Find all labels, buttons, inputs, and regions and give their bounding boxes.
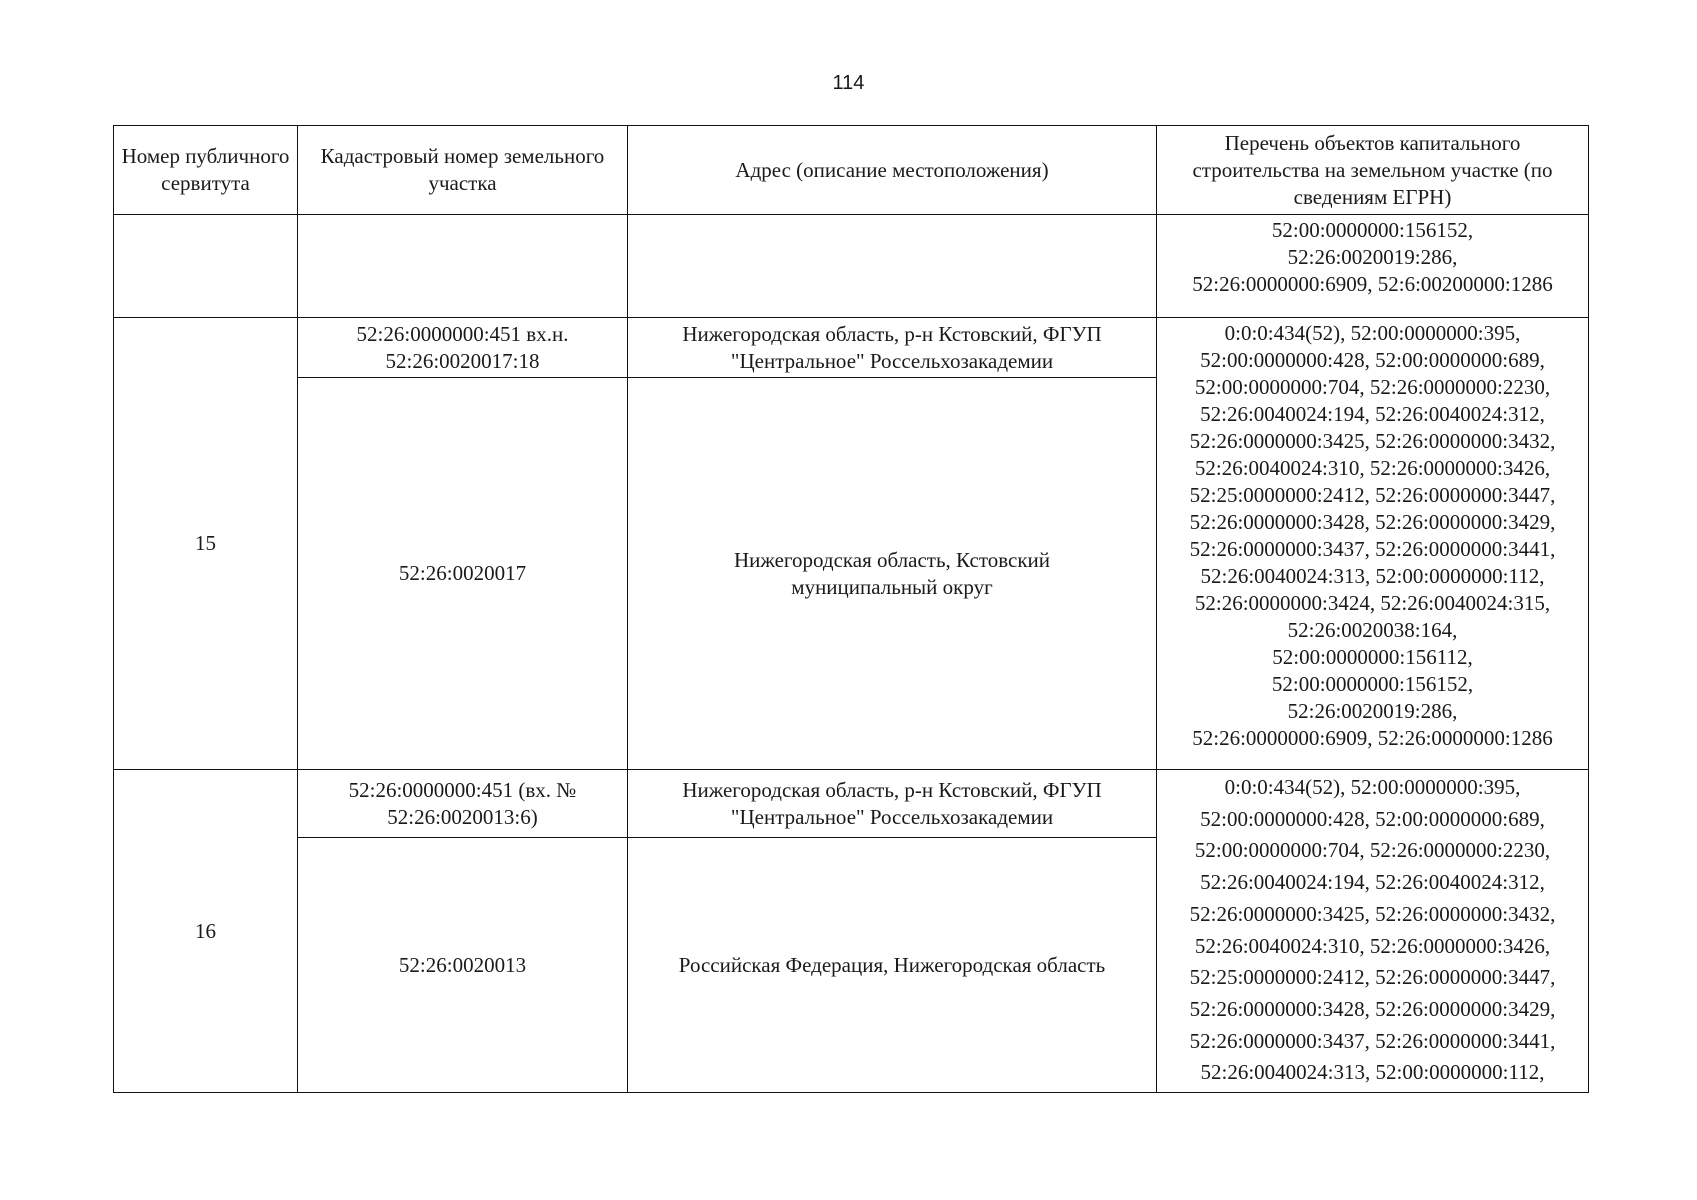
text-line: 52:26:0040024:313, 52:00:0000000:112,	[1200, 1060, 1545, 1085]
text-line: 52:26:0020019:286,	[1287, 699, 1458, 723]
cell-servitude-number: 15	[114, 318, 298, 770]
header-objects: Перечень объектов капитального строительства на земельном участке (по сведениям ЕГРН)	[1157, 126, 1589, 215]
table-row-continuation	[114, 215, 1589, 318]
header-servitude-number: Номер публичного сервитута	[114, 126, 298, 215]
text-line: 0:0:0:434(52), 52:00:0000000:395,	[1224, 321, 1521, 345]
text-line: "Центральное" Россельхозакадемии	[730, 804, 1054, 829]
text-line: 52:26:0040024:313, 52:00:0000000:112,	[1200, 564, 1545, 588]
text-line: 52:26:0000000:6909, 52:6:00200000:1286	[1192, 272, 1553, 296]
cell-address	[628, 318, 1157, 378]
cell-cadastral-number: 52:26:0020017	[298, 378, 628, 770]
text-line: 52:00:0000000:704, 52:26:0000000:2230,	[1194, 375, 1551, 399]
cell-address	[628, 770, 1157, 838]
text-line: 52:26:0000000:3437, 52:26:0000000:3441,	[1189, 537, 1556, 561]
text-line: 52:26:0040024:194, 52:26:0040024:312,	[1200, 870, 1545, 895]
text-line: 52:00:0000000:156152,	[1271, 672, 1474, 696]
servitude-table	[113, 125, 1589, 1093]
text-line: 52:00:0000000:428, 52:00:0000000:689,	[1200, 806, 1545, 831]
text-line: 52:26:0000000:3425, 52:26:0000000:3432,	[1189, 901, 1556, 926]
text-line: 52:25:0000000:2412, 52:26:0000000:3447,	[1189, 483, 1556, 507]
cell-objects-list	[1157, 770, 1589, 1093]
text-line: 52:26:0000000:3424, 52:26:0040024:315,	[1194, 591, 1551, 615]
text-line: 52:26:0020019:286,	[1287, 245, 1458, 269]
text-line: 52:26:0000000:3437, 52:26:0000000:3441,	[1189, 1028, 1556, 1053]
text-line: 52:00:0000000:428, 52:00:0000000:689,	[1200, 348, 1545, 372]
text-line: Нижегородская область, р-н Кстовский, ФГУП	[682, 777, 1102, 802]
text-line: 52:25:0000000:2412, 52:26:0000000:3447,	[1189, 965, 1556, 990]
text-line: 52:00:0000000:156112,	[1272, 645, 1473, 669]
text-line: Нижегородская область, Кстовский	[733, 547, 1051, 572]
cell-servitude-number: 16	[114, 770, 298, 1093]
text-line: 52:26:0020013:6)	[387, 804, 538, 829]
text-line: 52:26:0040024:310, 52:26:0000000:3426,	[1194, 456, 1551, 480]
text-line: 52:26:0000000:3428, 52:26:0000000:3429,	[1189, 996, 1556, 1021]
cell-address	[628, 378, 1157, 770]
text-line: 52:26:0000000:451 (вх. №	[348, 777, 577, 802]
text-line: 52:00:0000000:156152,	[1271, 218, 1474, 242]
cell-number-empty	[114, 215, 298, 318]
cell-objects-list	[1157, 318, 1589, 770]
table-row-16a	[114, 770, 1589, 838]
cell-cadastral-number	[298, 318, 628, 378]
text-line: "Центральное" Россельхозакадемии	[730, 348, 1054, 373]
cell-cadastral-number	[298, 770, 628, 838]
cell-objects-list	[1157, 215, 1589, 318]
cell-cadastral-number: 52:26:0020013	[298, 838, 628, 1093]
text-line: 52:26:0020038:164,	[1287, 618, 1458, 642]
cell-address: Российская Федерация, Нижегородская область	[628, 838, 1157, 1093]
header-cadastral-number: Кадастровый номер земельного участка	[298, 126, 628, 215]
text-line: 52:26:0000000:3428, 52:26:0000000:3429,	[1189, 510, 1556, 534]
text-line: Нижегородская область, р-н Кстовский, ФГУП	[682, 321, 1102, 346]
text-line: 52:26:0000000:3425, 52:26:0000000:3432,	[1189, 429, 1556, 453]
table-header-row	[114, 126, 1589, 215]
table-row-15a	[114, 318, 1589, 378]
text-line: муниципальный округ	[791, 574, 993, 599]
header-address: Адрес (описание местоположения)	[628, 126, 1157, 215]
text-line: 52:26:0000000:6909, 52:26:0000000:1286	[1192, 726, 1553, 750]
text-line: 0:0:0:434(52), 52:00:0000000:395,	[1224, 775, 1521, 799]
text-line: 52:26:0040024:194, 52:26:0040024:312,	[1200, 402, 1545, 426]
page-number: 114	[832, 72, 865, 94]
text-line: 52:26:0020017:18	[385, 348, 540, 373]
text-line: 52:26:0000000:451 вх.н.	[356, 321, 569, 346]
text-line: 52:00:0000000:704, 52:26:0000000:2230,	[1194, 838, 1551, 863]
cell-cadastral-empty	[298, 215, 628, 318]
cell-address-empty	[628, 215, 1157, 318]
text-line: 52:26:0040024:310, 52:26:0000000:3426,	[1194, 933, 1551, 958]
